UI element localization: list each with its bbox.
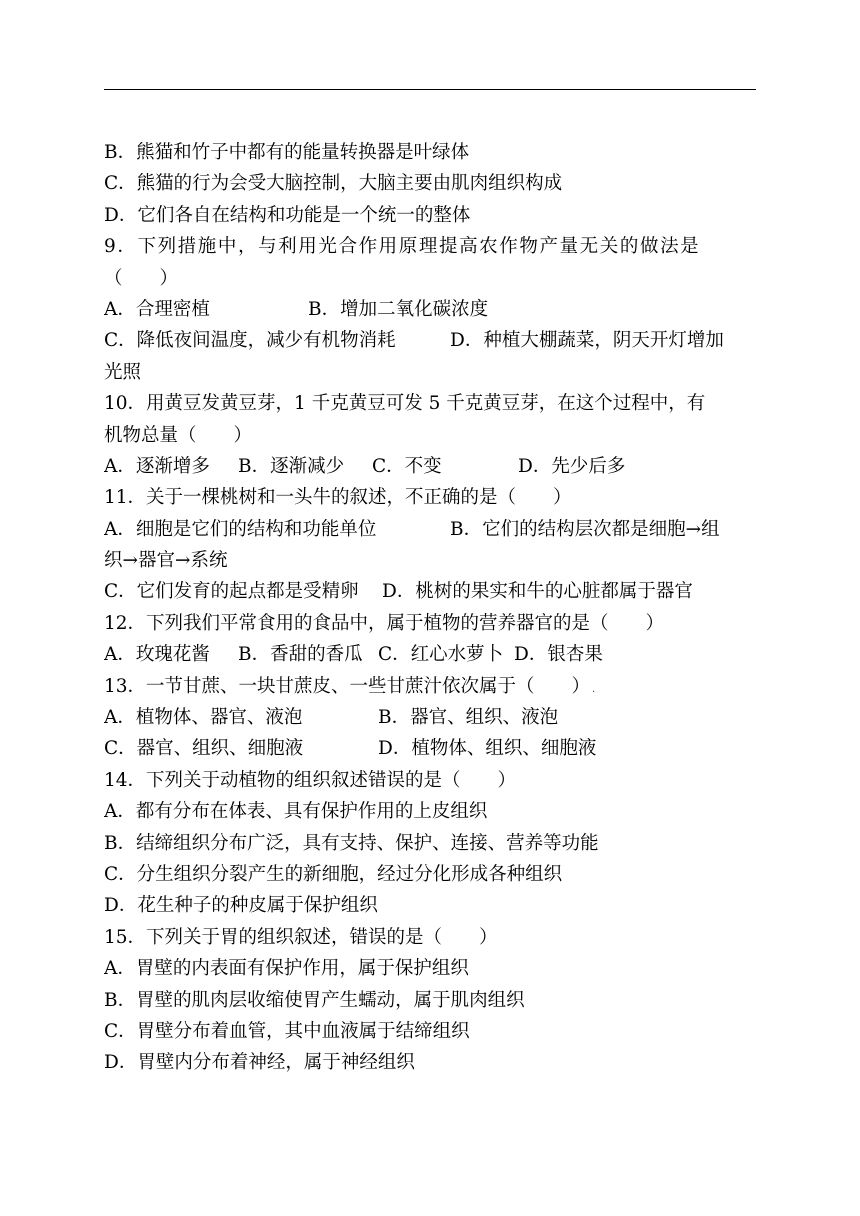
option-a: A．植物体、器官、液泡 [104,707,303,729]
option-b: B．它们的结构层次都是细胞→组 [450,518,720,540]
question-13-options-row1 [104,702,756,733]
option-c: C．它们发育的起点都是受精卵 [104,581,359,603]
exam-page [104,137,756,1079]
option-d-continued: 光照 [104,361,142,383]
option-c: C．红心水萝卜 [378,644,504,666]
option-line: C．熊猫的行为会受大脑控制，大脑主要由肌肉组织构成 [104,173,563,195]
option-c: C．不变 [372,455,442,477]
question-13-text: 13．一节甘蔗、一块甘蔗皮、一些甘蔗汁依次属于（ ） [104,675,591,697]
option-b-continued: 织→器官→系统 [104,550,228,572]
option-a: A．细胞是它们的结构和功能单位 [104,518,377,540]
question-9-text: 9．下列措施中，与利用光合作用原理提高农作物产量无关的做法是 [104,236,701,258]
question-15-stem: 15．下列关于胃的组织叙述，错误的是（ ） [104,926,498,948]
option-c: C．器官、组织、细胞液 [104,738,304,760]
option-c: C．胃壁分布着血管，其中血液属于结缔组织 [104,1020,470,1042]
option-d: D．花生种子的种皮属于保护组织 [104,895,378,917]
option-b: B．香甜的香瓜 [238,644,363,666]
option-d: D．先少后多 [518,455,626,477]
option-d: D．种植大棚蔬菜，阴天开灯增加 [450,330,724,352]
question-9-blank: （ ） [104,267,179,289]
option-a: A．逐渐增多 [104,455,210,477]
option-d: D．银杏果 [514,644,603,666]
question-13-options-row2 [104,733,756,764]
header-rule [104,89,756,90]
question-9-options-row2 [104,325,756,356]
stray-mark: . [592,683,596,695]
question-10-options [104,451,756,482]
question-9-options-row1 [104,294,756,325]
question-10-stem-continued: 机物总量（ ） [104,424,253,446]
option-line: D．它们各自在结构和功能是一个统一的整体 [104,204,471,226]
question-11-options-row2 [104,576,756,607]
option-d: D．植物体、组织、细胞液 [378,738,597,760]
option-b: B．增加二氧化碳浓度 [308,298,489,320]
question-14-stem: 14．下列关于动植物的组织叙述错误的是（ ） [104,769,517,791]
option-b: B．器官、组织、液泡 [378,707,559,729]
question-11-options-row1 [104,514,756,545]
option-a: A．胃壁的内表面有保护作用，属于保护组织 [104,958,469,980]
question-10-stem: 10．用黄豆发黄豆芽，1 千克黄豆可发 5 千克黄豆芽，在这个过程中，有 [104,393,706,415]
option-b: B．胃壁的肌肉层收缩使胃产生蠕动，属于肌肉组织 [104,989,525,1011]
question-11-stem: 11．关于一棵桃树和一头牛的叙述，不正确的是（ ） [104,487,572,509]
option-a: A．合理密植 [104,298,210,320]
option-d: D．胃壁内分布着神经，属于神经组织 [104,1052,415,1074]
option-d: D．桃树的果实和牛的心脏都属于器官 [382,581,693,603]
question-9-stem [104,231,756,262]
option-line: B．熊猫和竹子中都有的能量转换器是叶绿体 [104,142,470,163]
option-c: C．分生组织分裂产生的新细胞，经过分化形成各种组织 [104,863,563,885]
question-12-options [104,639,756,670]
option-a: A．玫瑰花酱 [104,644,210,666]
option-a: A．都有分布在体表、具有保护作用的上皮组织 [104,801,488,823]
option-c: C．降低夜间温度，减少有机物消耗 [104,330,396,352]
option-b: B．逐渐减少 [238,455,345,477]
question-12-stem: 12．下列我们平常食用的食品中，属于植物的营养器官的是（ ） [104,612,665,634]
option-b: B．结缔组织分布广泛，具有支持、保护、连接、营养等功能 [104,832,599,854]
question-13-stem [104,671,756,702]
